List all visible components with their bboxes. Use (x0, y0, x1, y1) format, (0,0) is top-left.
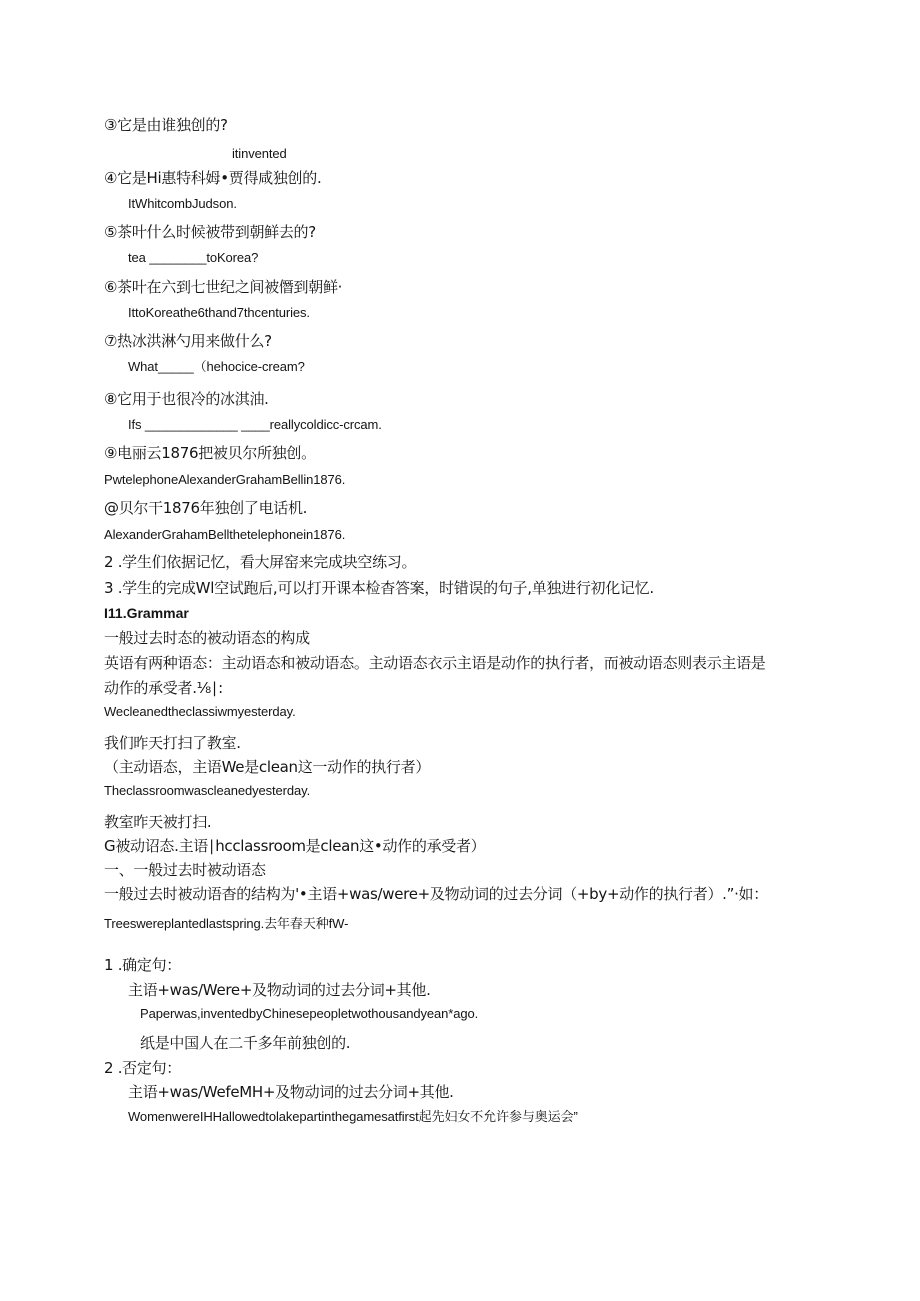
negative-heading: 2 .否定句： (104, 1059, 181, 1077)
question-4-zh: ④它是Hi惠特科姆•贾得咸独创的. (104, 169, 322, 187)
question-3-zh: ③它是由谁独创的? (104, 116, 228, 134)
question-3-en: itinvented (232, 146, 287, 161)
example-active-en: Wecleanedtheclassiwmyesterday. (104, 704, 296, 719)
grammar-intro-line-1: 英语有两种语态：主动语态和被动语态。主动语态衣示主语是动作的执行者，而被动语态则表示主语是 (104, 654, 766, 672)
negative-structure: 主语+was/WefeMH+及物动词的过去分词+其他. (128, 1083, 454, 1101)
structure-example: Treeswereplantedlastspring.去年春天种fW- (104, 916, 349, 931)
affirmative-heading: 1 .确定句： (104, 956, 181, 974)
question-8-zh: ⑧它用于也很冷的冰淇油. (104, 390, 269, 408)
question-6-zh: ⑥茶叶在六到七世纪之间被僭到朝鲜· (104, 278, 343, 296)
question-10-en: AlexanderGrahamBellthetelephonein1876. (104, 527, 346, 542)
question-7-en: What_____（hehocice-cream? (128, 359, 305, 374)
instruction-3: 3 .学生的完成Wl空试跑后,可以打开课本检杳答案，时错误的句子,单独进行初化记忆. (104, 579, 654, 597)
question-4-en: ItWhitcombJudson. (128, 196, 237, 211)
question-6-en: IttoKoreathe6thand7thcenturies. (128, 305, 310, 320)
question-5-zh: ⑤茶叶什么时候被带到朝鲜去的? (104, 223, 316, 241)
question-8-en: Ifs _____________ ____reallycoldicc-crcam. (128, 417, 382, 432)
question-9-zh: ⑨电丽云1876把被贝尔所独创。 (104, 444, 316, 462)
question-9-en: PwtelephoneAlexanderGrahamBellin1876. (104, 472, 346, 487)
section-past-passive: 一、一般过去时被动语态 (104, 861, 266, 879)
question-5-en: tea ________toKorea? (128, 250, 259, 265)
instruction-2: 2 .学生们依据记忆，看大屏窑来完成块空练习。 (104, 553, 417, 571)
question-7-zh: ⑦热冰洪淋勺用来做什么? (104, 332, 272, 350)
grammar-subtitle: 一般过去时态的被动语态的构成 (104, 629, 310, 647)
affirmative-example-zh: 纸是中国人在二千多年前独创的. (140, 1034, 351, 1052)
example-active-zh: 我们昨天打扫了教室. (104, 734, 241, 752)
example-passive-en: Theclassroomwascleanedyesterday. (104, 783, 311, 798)
affirmative-example-en: Paperwas,inventedbyChinesepeopletwothousandyean*ago. (140, 1006, 479, 1021)
grammar-intro-line-2: 动作的承受者.⅛∣: (104, 679, 223, 697)
example-active-note: （主动语态，主语We是clean这一动作的执行者） (104, 758, 431, 776)
question-10-zh: @贝尔干1876年独创了电话机. (104, 499, 308, 517)
section-heading-grammar: I11.Grammar (104, 605, 189, 621)
structure-description: 一般过去时被动语杳的结构为'•主语+was/were+及物动词的过去分词（+by+动作的执行者）.”·如： (104, 885, 768, 903)
affirmative-structure: 主语+was/Were+及物动词的过去分词+其他. (128, 981, 431, 999)
example-passive-zh: 教室昨天被打扫. (104, 813, 212, 831)
example-passive-note: G被动诏态.主语∣hcclassroom是clean这•动作的承受者） (104, 837, 486, 855)
negative-example: WomenwereIHHallowedtolakepartinthegamesatfirst起先妇女不允许参与奥运会” (128, 1109, 578, 1124)
